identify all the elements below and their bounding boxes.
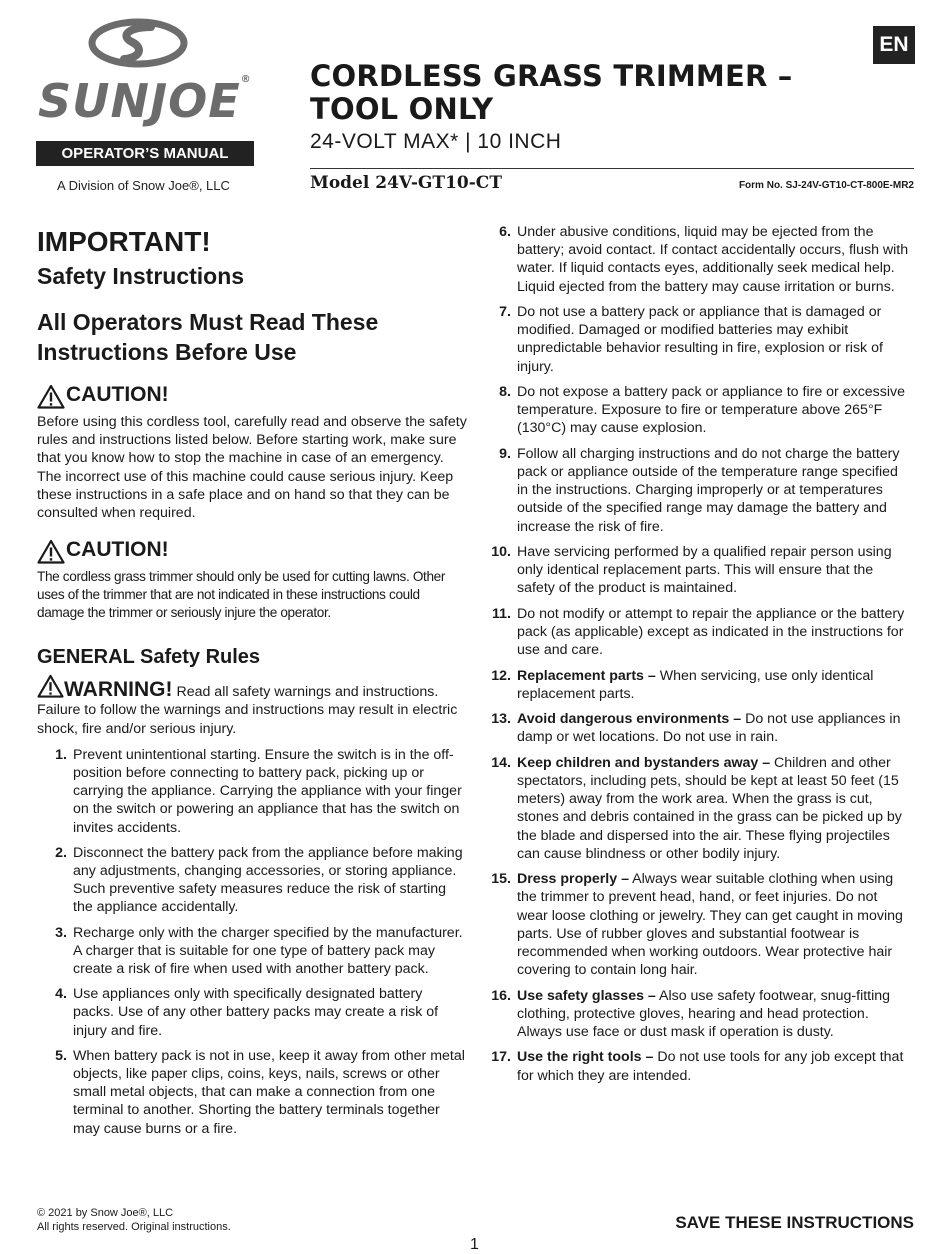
list-item: 17. Use the right tools – Do not use tools for any job except that for which they are intended. [491,1049,904,1084]
general-safety-rules-heading: GENERAL Safety Rules [37,646,261,669]
caution-text-1: Before using this cordless tool, carefully read and observe the safety rules and instructions listed below. Before starting work, make sure that you know how to stop the machine in case of an emergency. The incorrect use of this machine could cause serious injury. Keep these instructions in a safe place and on hand so that they can be consulted when required. [37,414,467,522]
important-heading: IMPORTANT! [37,226,211,257]
list-item: 1. Prevent unintentional starting. Ensure the switch is in the off-position before connecting to battery pack, picking up or carrying the appliance. Carrying the appliance with your finger on the switch or powering an appliance that has the switch on invites accidents. [55,746,462,836]
safety-list-right [481,223,911,1085]
list-item: 10. Have servicing performed by a qualified repair person using only identical replacement parts. This will ensure that the safety of the product is maintained. [491,544,892,597]
list-item: 14. Keep children and bystanders away – Children and other spectators, including pets, should be kept at least 50 feet (15 meters) away from the work area. When the grass is cut, stones and debris contained in the grass can be picked up by the blade and dispersed into the air. These flying projectiles can cause blindness or other bodily injury. [491,754,902,862]
left-column [37,225,467,1145]
model-number: Model 24V-GT10-CT [310,173,502,193]
header-divider [310,168,914,169]
all-operators-heading: All Operators Must Read These Instructions Before Use [37,309,379,365]
list-item: 16. Use safety glasses – Also use safety footwear, snug-fitting clothing, protective gloves, hearing and head protection. Always use face or dust mask if operation is dusty. [491,987,891,1040]
warning-heading: WARNING! [64,678,173,702]
language-badge: EN [873,26,915,64]
warning-paragraph: WARNING! Read all safety warnings and instructions. Failure to follow the warnings and instructions may result in electric shock, fire and/or serious injury. [37,674,467,738]
warning-triangle-icon [37,539,65,564]
page-subtitle: 24-VOLT MAX* | 10 INCH [310,130,562,153]
right-column [481,223,911,1092]
warning-triangle-icon [37,384,65,409]
list-item: 4. Use appliances only with specifically designated battery packs. Use of any other battery packs may create a risk of injury and fire. [55,986,439,1039]
caution-heading-1: CAUTION! [37,381,467,409]
list-item: 8. Do not expose a battery pack or appliance to fire or excessive temperature. Exposure to fire or temperature above 265°F (130°C) may cause explosion. [499,384,906,437]
list-item: 15. Dress properly – Always wear suitable clothing when using the trimmer to prevent head, hand, or feet injuries. Do not wear loose clothing or jewelry. They can get caught in moving parts. Use of rubber gloves and substantial footwear is recommended when working outdoors. Wear protective hair covering to contain long hair. [491,871,903,979]
list-item: 3. Recharge only with the charger specified by the manufacturer. A charger that is suitable for one type of battery pack may create a risk of fire when used with another battery pack. [55,924,463,978]
list-item: 11. Do not modify or attempt to repair the appliance or the battery pack (as applicable) except as indicated in the instructions for use and care. [492,605,905,659]
list-item: 13. Avoid dangerous environments – Do not use appliances in damp or wet locations. Do not use in rain. [491,711,901,746]
list-item: 12. Replacement parts – When servicing, use only identical replacement parts. [491,667,874,702]
list-item: 5. When battery pack is not in use, keep it away from other metal objects, like paper clips, coins, keys, nails, screws or other small metal objects, that can make a connection from one terminal to another. Shorting the battery terminals together may cause burns or a fire. [55,1047,465,1137]
sunjoe-logo-icon [88,18,188,68]
copyright-notice: © 2021 by Snow Joe®, LLC All rights reserved. Original instructions. [37,1207,231,1233]
list-item: 9. Follow all charging instructions and do not charge the battery pack or appliance outside of the temperature range specified in the instructions. Charging improperly or at temperatures outside of the specified range may damage the battery and increase the risk of fire. [499,445,900,535]
logo-wordmark: SUNJOE® [38,74,252,128]
operators-manual-label: OPERATOR’S MANUAL [36,141,254,166]
save-instructions-text: SAVE THESE INSTRUCTIONS [675,1213,914,1232]
safety-instructions-heading: Safety Instructions [37,263,245,289]
page-title: CORDLESS GRASS TRIMMER – TOOL ONLY [310,59,793,126]
page-number: 1 [470,1236,479,1253]
form-number: Form No. SJ-24V-GT10-CT-800E-MR2 [738,180,914,191]
warning-triangle-icon [37,674,64,698]
caution-heading-2: CAUTION! [37,536,467,564]
list-item: 7. Do not use a battery pack or appliance that is damaged or modified. Damaged or modified batteries may exhibit unpredictable behavior resulting in fire, explosion or risk of injury. [499,304,883,375]
division-text: A Division of Snow Joe®, LLC [57,178,230,193]
list-item: 6. Under abusive conditions, liquid may be ejected from the battery; avoid contact. If contact accidentally occurs, flush with water. If liquid contacts eyes, additionally seek medical help. Liquid ejected from the battery may cause irritation or burns. [499,224,909,295]
safety-list-left [37,746,467,1138]
caution-text-2: The cordless grass trimmer should only be used for cutting lawns. Other uses of the trimmer that are not indicated in these instructions could damage the trimmer or seriously injure the operator. [37,569,446,621]
list-item: 2. Disconnect the battery pack from the appliance before making any adjustments, changing accessories, or storing appliance. Such preventive safety measures reduce the risk of starting the appliance accidentally. [55,844,463,916]
